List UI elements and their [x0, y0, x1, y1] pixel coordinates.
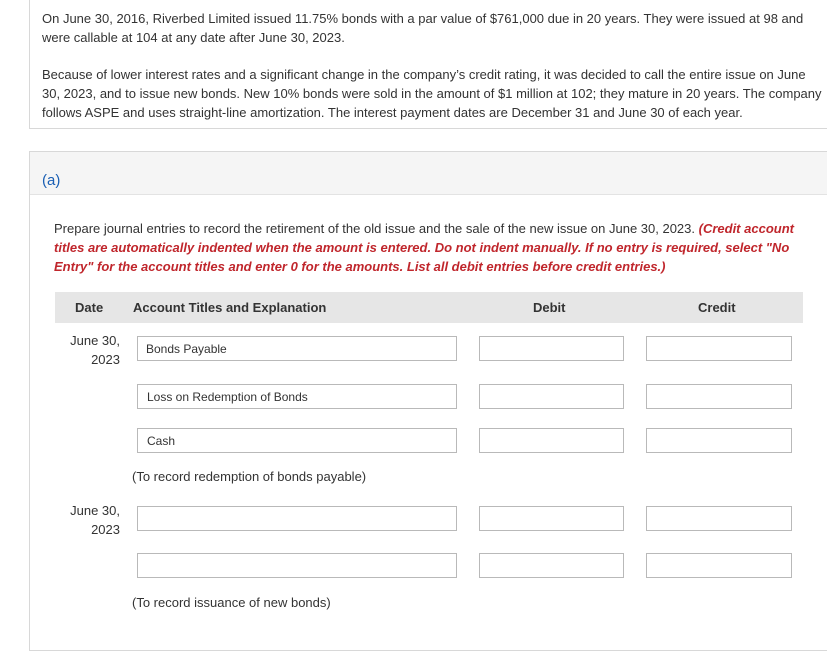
header-account: Account Titles and Explanation — [133, 300, 327, 315]
problem-paragraph-1: On June 30, 2016, Riverbed Limited issued 11.75% bonds with a par value of $761,000 due in 20 years. They were issued at 98 and were callable at 104 at any date after June 30, 2023. — [42, 11, 804, 45]
entry1-account-field-3[interactable] — [137, 428, 457, 453]
header-credit: Credit — [698, 300, 736, 315]
problem-statement-box — [29, 0, 827, 129]
entry1-debit-field-1[interactable] — [479, 336, 624, 361]
entry1-date: June 30, 2023 — [70, 333, 120, 367]
instructions — [54, 219, 804, 276]
entry2-credit-field-2[interactable] — [646, 553, 792, 578]
entry1-account-field-1[interactable] — [137, 336, 457, 361]
entry2-explanation: (To record issuance of new bonds) — [132, 595, 331, 610]
entry1-explanation: (To record redemption of bonds payable) — [132, 469, 367, 484]
part-label: (a) — [42, 172, 61, 189]
entry2-date: June 30, 2023 — [70, 503, 120, 537]
entry1-debit-field-3[interactable] — [479, 428, 624, 453]
entry2-debit-field-1[interactable] — [479, 506, 624, 531]
part-a-header — [30, 152, 827, 195]
entry2-account-field-2[interactable] — [137, 553, 457, 578]
instruction-text: Prepare journal entries to record the retirement of the old issue and the sale of the new issue on June 30, 2023. — [54, 221, 699, 236]
problem-paragraph-2: Because of lower interest rates and a significant change in the company’s credit rating, it was decided to call the entire issue on June 30, 2023, and to issue new bonds. New 10% bonds were sold in the amount of $1 million at 102; they mature in 20 years. The company follows ASPE and uses straight-line amortization. The interest payment dates are December 31 and June 30 of each year. — [42, 67, 822, 120]
entry1-credit-field-2[interactable] — [646, 384, 792, 409]
entry2-debit-field-2[interactable] — [479, 553, 624, 578]
instruction-warning: (Credit account titles are automatically indented when the amount is entered. Do not indent manually. If no entry is required, select "No Entry" for the account titles and enter 0 for the amounts. List all debit entries before credit entries.) — [54, 221, 794, 274]
entry1-debit-field-2[interactable] — [479, 384, 624, 409]
journal-table-header — [55, 292, 803, 323]
header-date: Date — [75, 300, 104, 315]
entry2-credit-field-1[interactable] — [646, 506, 792, 531]
header-debit: Debit — [533, 300, 566, 315]
entry1-account-field-2[interactable] — [137, 384, 457, 409]
entry2-account-field-1[interactable] — [137, 506, 457, 531]
entry1-credit-field-3[interactable] — [646, 428, 792, 453]
entry1-credit-field-1[interactable] — [646, 336, 792, 361]
